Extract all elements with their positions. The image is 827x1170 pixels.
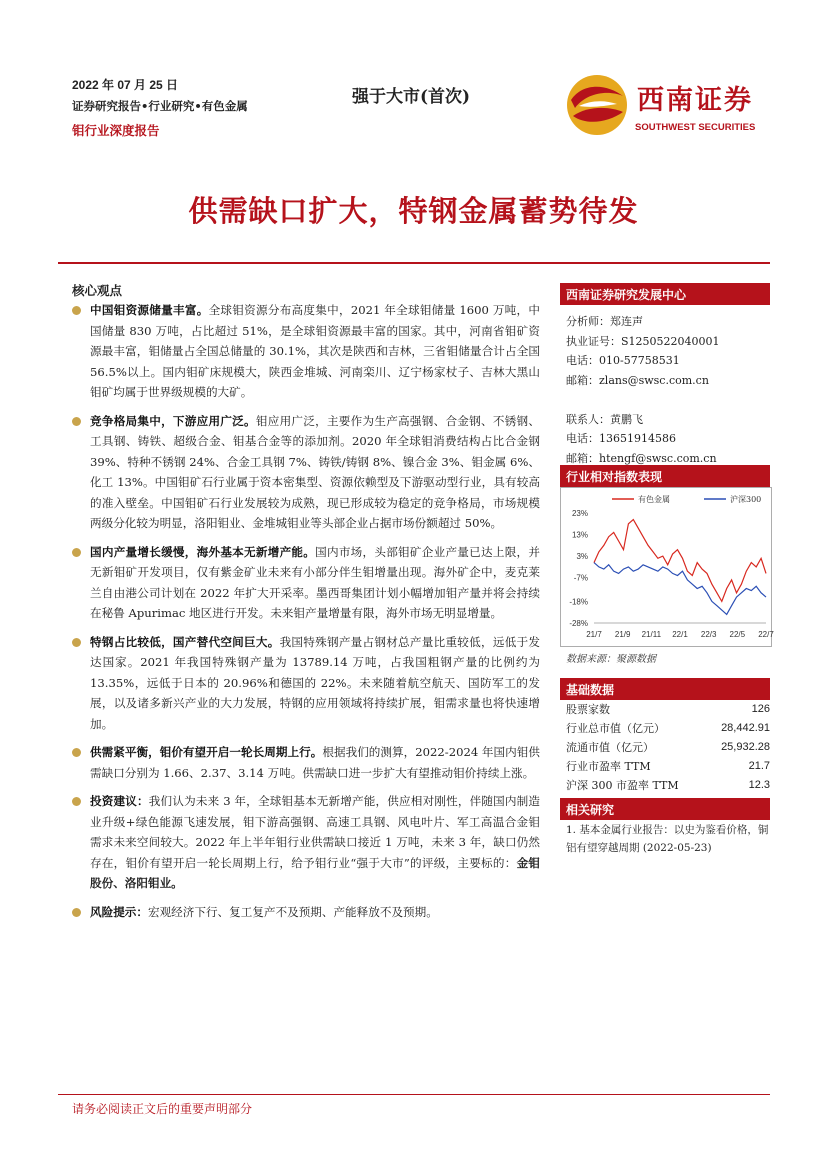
series-line-0: [594, 520, 766, 602]
bullet-text: 我们认为未来 3 年，全球钼基本无新增产能，供应相对刚性，伴随国内制造业升级+绿色能源飞速发展，钼下游高强钢、高速工具钢、风电叶片、军工高温合金钼需求未来空间较大。2022 年上半年钼行业供需缺口接近 1 万吨，未来 3 年，缺口仍然存在，钼价有望开启一轮长周期上行，给予钼行业“强于大市”的评级，主要标的：: [90, 794, 540, 870]
basic-data-label: 股票家数: [566, 703, 610, 716]
bullet-text: 钼应用广泛，主要作为生产高强钢、合金钢、不锈钢、工具钢、铸铁、超级合金、钼基合金等的添加剂。2020 年全球钼消费结构占比合金钢 39%、特种不锈钢 24%、合金工具钢 7%、铸铁/铸钢 8%、镍合金 3%、钼金属 6%、化工 13%。中国钼矿石行业属于资本密集型、资源依赖型及下游驱动型行业，具有较高的准入壁垒。中国钼矿石行业发展较为成熟，现已形成较为稳定的竞争格局，市场规模两级分化较为明显，洛阳钼业、金堆城钼业等头部企业占据市场份额超过 50%。: [90, 413, 540, 530]
bullet-lead: 国内产量增长缓慢，海外基本无新增产能。: [90, 544, 316, 559]
basic-data-heading-bar: [560, 678, 770, 700]
report-title: 供需缺口扩大，特钢金属蓄势待发: [188, 194, 639, 228]
chart-source: 数据来源：聚源数据: [566, 654, 656, 665]
basic-data-value: 28,442.91: [721, 722, 770, 734]
footer-divider: [58, 1094, 770, 1095]
basic-data-label: 行业市盈率 TTM: [566, 760, 651, 773]
bullet-dot-icon: [72, 797, 81, 806]
related-heading-bar: [560, 798, 770, 820]
analyst-info: [560, 312, 770, 468]
logo-chinese-name: 西南证券: [637, 85, 753, 116]
bullet-dot-icon: [72, 306, 81, 315]
basic-data-row: [560, 719, 770, 738]
basic-data-row: [560, 757, 770, 776]
report-type: 钼行业深度报告: [72, 123, 160, 138]
core-bullet: [72, 742, 540, 783]
y-tick-label: 3%: [576, 552, 588, 562]
index-chart-heading-bar: [560, 465, 770, 487]
bullet-lead: 供需紧平衡，钼价有望开启一轮长周期上行。: [90, 745, 323, 759]
basic-data-value: 25,932.28: [721, 741, 770, 753]
bullet-dot-icon: [72, 908, 81, 917]
bullet-text: 宏观经济下行、复工复产不及预期、产能释放不及预期。: [147, 904, 438, 919]
bullet-lead: 特钢占比较低，国产替代空间巨大。: [90, 634, 280, 649]
related-research-list: [566, 821, 770, 857]
legend-label: 有色金属: [638, 495, 670, 504]
x-tick-label: 21/11: [641, 630, 662, 639]
company-logo: [565, 72, 770, 138]
report-date: 2022 年 07 月 25 日: [72, 78, 179, 92]
analyst-line: 邮箱：zlans@swsc.com.cn: [566, 373, 709, 387]
index-chart-heading: 行业相对指数表现: [560, 465, 770, 487]
logo-emblem-icon: [565, 72, 629, 138]
analyst-line: 电话：010-57758531: [566, 354, 680, 367]
core-bullet: [72, 542, 540, 624]
basic-data-label: 沪深 300 市盈率 TTM: [566, 779, 679, 792]
footer-disclaimer: 请务必阅读正文后的重要声明部分: [72, 1102, 253, 1116]
bullet-dot-icon: [72, 548, 81, 557]
core-views-heading: 核心观点: [72, 283, 123, 298]
x-tick-label: 21/7: [586, 630, 602, 639]
legend-label: 沪深300: [730, 495, 762, 504]
y-tick-label: -18%: [569, 597, 588, 607]
basic-data-row: [560, 738, 770, 757]
x-tick-label: 22/1: [672, 630, 688, 639]
bullet-dot-icon: [72, 638, 81, 647]
basic-data-heading: 基础数据: [560, 678, 770, 700]
related-item: 1. 基本金属行业报告：以史为鉴看价格，铜铝有望穿越周期 (2022-05-23): [566, 824, 769, 854]
y-tick-label: -28%: [569, 619, 588, 628]
bullet-lead: 竞争格局集中，下游应用广泛。: [90, 413, 256, 428]
y-tick-label: 13%: [571, 530, 588, 540]
bullet-text: 全球钼资源分布高度集中，2021 年全球钼储量 1600 万吨，中国储量 830 万吨，占比超过 51%，是全球钼资源最丰富的国家。其中，河南省钼矿资源最丰富，钼储量占全国总储量的 30.1%，其次是陕西和吉林，三省钼储量合计占全国 56.5%以上。国内钼矿床规模大，陕西金堆城、河南栾川、辽宁杨家杖子、吉林大黑山钼矿均属于世界级规模的大矿。: [90, 303, 540, 399]
y-tick-label: 23%: [571, 509, 588, 518]
core-views-list: [72, 300, 540, 930]
core-bullet: [72, 791, 540, 894]
x-tick-label: 21/9: [614, 630, 631, 639]
index-chart: [560, 487, 772, 647]
analyst-line: 电话：13651914586: [566, 432, 676, 445]
basic-data-label: 行业总市值（亿元）: [566, 722, 665, 735]
basic-data-label: 流通市值（亿元）: [566, 741, 654, 754]
core-bullet: [72, 632, 540, 735]
title-divider: [58, 262, 770, 264]
core-bullet: [72, 902, 540, 923]
bullet-lead: 中国钼资源储量丰富。: [90, 303, 209, 317]
core-bullet: [72, 300, 540, 403]
basic-data-value: 21.7: [748, 760, 770, 772]
core-bullet: [72, 411, 540, 534]
index-chart-svg: [560, 487, 772, 647]
bullet-tail: 金钼股份、洛阳钼业。: [90, 855, 540, 890]
y-tick-label: -7%: [573, 573, 588, 583]
chart-frame: [561, 488, 772, 647]
series-line-1: [594, 563, 766, 615]
analyst-line: 邮箱：htengf@swsc.com.cn: [566, 451, 717, 465]
bullet-text: 国内市场，头部钼矿企业产量已达上限，并无新钼矿开发项目，仅有紫金矿业未来有小部分伴生钼增量出现。海外矿企中，麦克莱兰自由港公司计划在 2022 年扩大开采率。墨西哥集团计划小幅增加钼产量并将会持续在秘鲁 Apurimac 地区进行开发。未来钼产量增量有限，海外市场无明显增量。: [90, 544, 540, 620]
related-heading: 相关研究: [560, 798, 770, 820]
bullet-dot-icon: [72, 417, 81, 426]
analyst-line: 联系人：黄鹏飞: [566, 412, 643, 426]
research-center-heading: 西南证券研究发展中心: [560, 283, 770, 305]
basic-data-row: [560, 776, 770, 795]
bullet-text: 我国特殊钢产量占钢材总产量比重较低，远低于发达国家。2021 年我国特殊钢产量为 13789.14 万吨，占我国粗钢产量的比例约为 13.35%，远低于日本的 20.96%和德国的 22%。未来随着航空航天、国防军工的发展，以及诸多新兴产业的大力发展，特钢的应用领域将持续扩展，钼需求量也将快速增加。: [90, 634, 540, 731]
research-center-panel: [560, 283, 770, 468]
bullet-lead: 风险提示：: [90, 904, 148, 919]
analyst-line: 执业证号：S1250522040001: [566, 334, 720, 348]
basic-data-table: [560, 700, 770, 795]
analyst-line: 分析师：郑连声: [566, 315, 643, 328]
basic-data-value: 12.3: [748, 779, 770, 791]
bullet-dot-icon: [72, 748, 81, 757]
bullet-text: 根据我们的测算，2022-2024 年国内钼供需缺口分别为 1.66、2.37、3.14 万吨。供需缺口进一步扩大有望推动钼价持续上涨。: [90, 745, 540, 780]
analyst-line: [566, 390, 770, 410]
x-tick-label: 22/3: [700, 630, 717, 639]
bullet-lead: 投资建议：: [90, 794, 149, 808]
x-tick-label: 22/7: [758, 630, 774, 639]
basic-data-row: [560, 700, 770, 719]
x-tick-label: 22/5: [729, 630, 746, 639]
logo-english-name: SOUTHWEST SECURITIES: [635, 122, 756, 133]
report-category: 证券研究报告•行业研究•有色金属: [72, 99, 248, 113]
rating: 强于大市(首次): [352, 87, 471, 107]
basic-data-value: 126: [751, 703, 770, 715]
